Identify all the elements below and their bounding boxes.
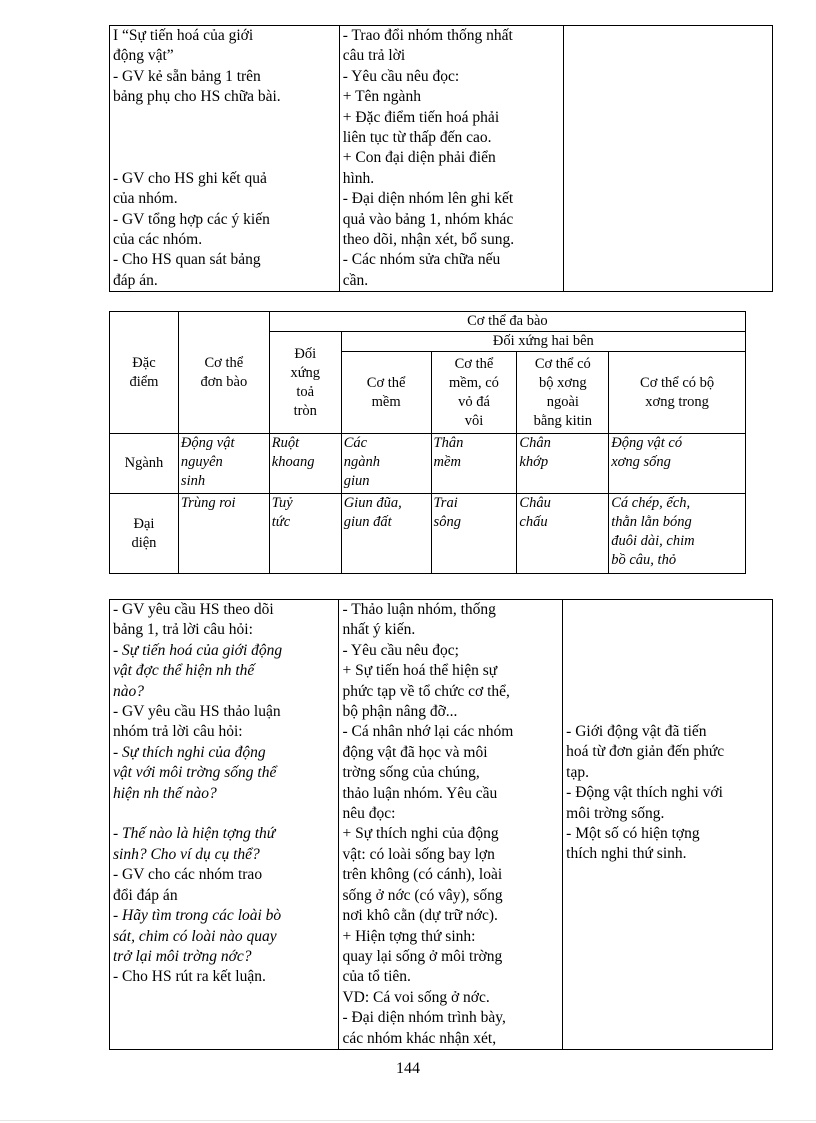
teacher-step: - Cho HS rút ra kết luận. — [113, 968, 266, 986]
table-row — [110, 26, 773, 292]
table-cell: Động vật có xơng sống — [609, 434, 746, 494]
table-row — [110, 600, 773, 1050]
table-cell: Thân mềm — [431, 434, 517, 494]
student-activity-text: - Thảo luận nhóm, thống nhất ý kiến. - Yêu cầu nêu đọc; + Sự tiến hoá thể hiện sự phức tạp về tổ chức cơ thể, bộ phận nâng đỡ... - Cá nhân nhớ lại các nhóm động vật đã học và môi trờng sống của chúng, thảo luận nhóm. Yêu cầu nêu đọc: + Sự thích nghi của động vật: có loài sống bay lợn trên không (có cánh), loài sống ở nớc (có vây), sống nơi khô cằn (dự trữ nớc). + Hiện tợng thứ sinh: quay lại sống ở môi trờng của tổ tiên. VD: Cá voi sống ở nớc. - Đại diện nhóm trình bày, các nhóm khác nhận xét, — [342, 601, 514, 1047]
header-radial: Đối xứng toả tròn — [269, 332, 341, 434]
teacher-step: - GV yêu cầu HS thảo luận nhóm trả lời câu hỏi: — [113, 703, 281, 741]
header-bilateral: Đối xứng hai bên — [341, 332, 745, 352]
row-label-representative: Đại diện — [110, 494, 179, 574]
teacher-step: - GV yêu cầu HS theo dõi bảng 1, trả lời câu hỏi: — [113, 601, 274, 639]
header-unicellular: Cơ thể đơn bào — [178, 312, 269, 434]
row-label-phylum: Ngành — [110, 434, 179, 494]
teacher-activity-cell — [110, 26, 340, 292]
table-row — [110, 494, 746, 574]
table-row — [110, 312, 746, 332]
lesson-table-top — [109, 25, 773, 292]
table-cell: Chân khớp — [517, 434, 609, 494]
evolution-table — [109, 311, 746, 574]
header-shell: Cơ thể mềm, có vỏ đá vôi — [431, 352, 517, 434]
table-cell: Trùng roi — [178, 494, 269, 574]
teacher-question: - Sự thích nghi của động vật với môi trờng sống thể hiện nh thế nào? — [113, 743, 277, 802]
table-row — [110, 434, 746, 494]
teacher-activity-text: I “Sự tiến hoá của giới động vật” - GV kẻ sẵn bảng 1 trên bảng phụ cho HS chữa bài. - GV cho HS ghi kết quả của nhóm. - GV tổng hợp các ý kiến của các nhóm. - Cho HS quan sát bảng đáp án. — [113, 27, 281, 289]
conclusion-text: - Giới động vật đã tiến hoá từ đơn giản đến phức tạp. - Động vật thích nghi với môi trờng sống. - Một số có hiện tợng thích nghi thứ sinh. — [566, 723, 725, 863]
table-cell: Giun đũa, giun đất — [341, 494, 431, 574]
teacher-activity-cell — [110, 600, 339, 1050]
teacher-step: - GV cho các nhóm trao đổi đáp án — [113, 866, 263, 904]
conclusion-cell — [563, 600, 773, 1050]
teacher-question: - Thế nào là hiện tợng thứ sinh? Cho ví dụ cụ thể? — [113, 825, 276, 863]
header-feature: Đặc điểm — [110, 312, 179, 434]
table-cell: Động vật nguyên sinh — [178, 434, 269, 494]
header-endoskeleton: Cơ thể có bộ xơng trong — [609, 352, 746, 434]
content-cell — [563, 26, 772, 292]
table-cell: Ruột khoang — [269, 434, 341, 494]
header-soft-body: Cơ thể mềm — [341, 352, 431, 434]
lesson-table-bottom — [109, 599, 773, 1050]
header-exoskeleton: Cơ thể có bộ xơng ngoài bằng kitin — [517, 352, 609, 434]
table-cell: Các ngành giun — [341, 434, 431, 494]
table-cell: Cá chép, ếch, thằn lằn bóng đuôi dài, chim bồ câu, thỏ — [609, 494, 746, 574]
table-cell: Trai sông — [431, 494, 517, 574]
teacher-question: - Hãy tìm trong các loài bò sát, chim có loài nào quay trở lại môi trờng nớc? — [113, 907, 282, 965]
table-cell: Tuỷ tức — [269, 494, 341, 574]
student-activity-cell — [339, 600, 563, 1050]
teacher-question: - Sự tiến hoá của giới động vật đợc thể hiện nh thế nào? — [113, 641, 283, 700]
student-activity-text: - Trao đổi nhóm thống nhất câu trả lời - Yêu cầu nêu đọc: + Tên ngành + Đặc điểm tiến hoá phải liên tục từ thấp đến cao. + Con đại diện phải điển hình. - Đại diện nhóm lên ghi kết quả vào bảng 1, nhóm khác theo dõi, nhận xét, bổ sung. - Các nhóm sửa chữa nếu cần. — [342, 27, 515, 289]
header-multicellular: Cơ thể đa bào — [269, 312, 745, 332]
page-bottom-divider — [0, 1120, 816, 1121]
table-cell: Châu chấu — [517, 494, 609, 574]
page-number: 144 — [396, 1060, 420, 1077]
student-activity-cell — [339, 26, 563, 292]
